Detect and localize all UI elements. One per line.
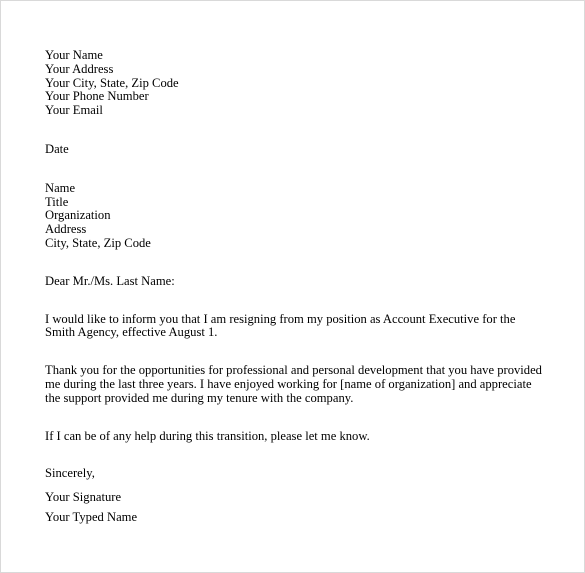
salutation-text: Dear Mr./Ms. Last Name: <box>45 273 175 288</box>
recipient-address: Address <box>45 222 87 237</box>
recipient-address-block <box>45 182 545 251</box>
sender-city-state-zip: Your City, State, Zip Code <box>45 75 179 90</box>
letter-body <box>45 49 545 527</box>
recipient-title: Title <box>45 194 69 209</box>
sender-address: Your Address <box>45 61 114 76</box>
paragraph-text: If I can be of any help during this transition, please let me know. <box>45 428 370 443</box>
signature: Your Signature <box>45 490 122 505</box>
body-paragraph <box>45 430 545 444</box>
closing-text: Sincerely, <box>45 466 95 481</box>
body-paragraph <box>45 313 545 341</box>
letter-date: Date <box>45 141 69 156</box>
sender-phone: Your Phone Number <box>45 89 149 104</box>
body-paragraph <box>45 364 545 405</box>
sender-address-block <box>45 49 545 118</box>
date-block <box>45 143 545 157</box>
closing-block <box>45 467 545 527</box>
sender-email: Your Email <box>45 103 103 118</box>
paragraph-text: Thank you for the opportunities for professional and personal development that you have provided me during the last three years. I have enjoyed working for [name of organization] and appreciate the support provided me during my tenure with the company. <box>45 363 542 405</box>
recipient-city-state-zip: City, State, Zip Code <box>45 235 151 250</box>
paragraph-text: I would like to inform you that I am resigning from my position as Account Executive for the Smith Agency, effective August 1. <box>45 311 516 340</box>
sender-name: Your Name <box>45 48 103 62</box>
typed-name: Your Typed Name <box>45 510 138 525</box>
recipient-organization: Organization <box>45 208 111 223</box>
salutation <box>45 275 545 289</box>
recipient-name: Name <box>45 180 76 195</box>
